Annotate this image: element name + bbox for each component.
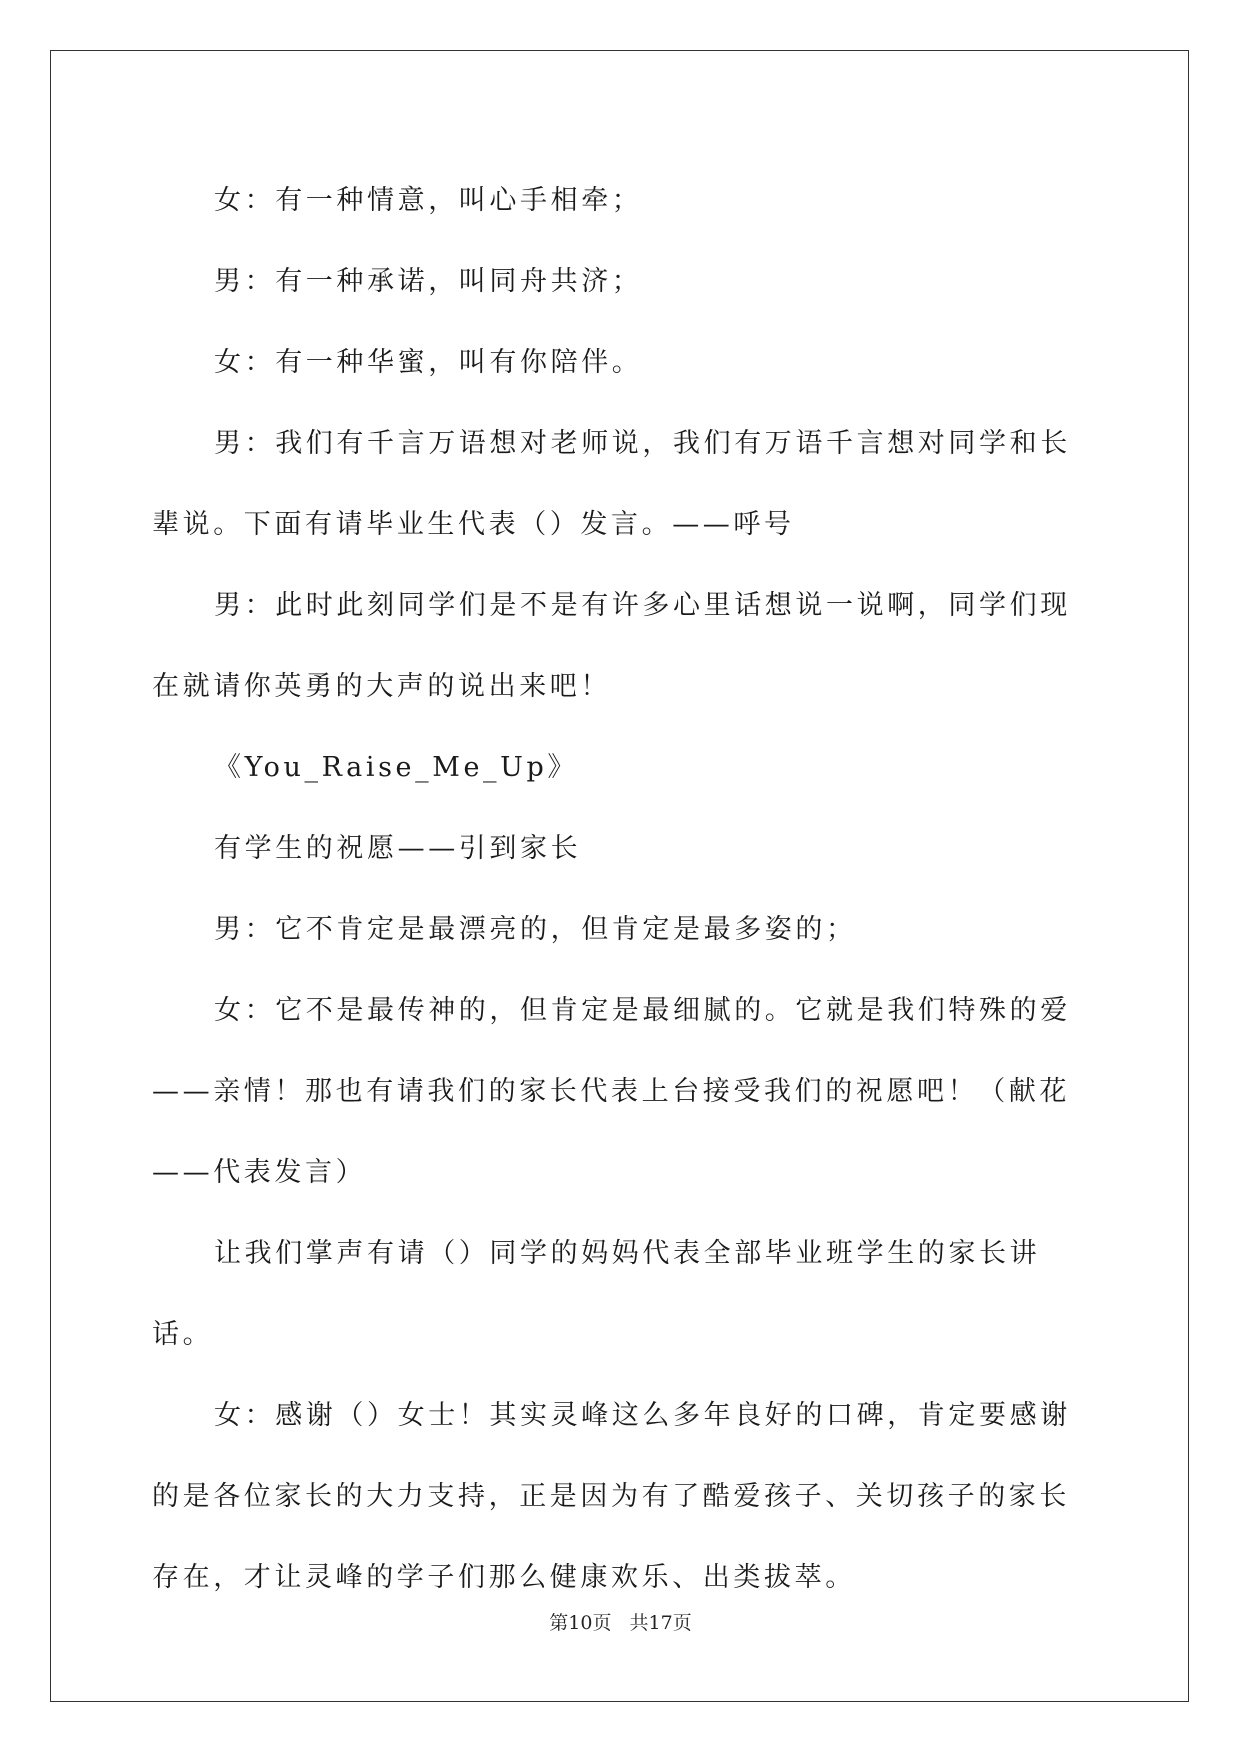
document-body [152, 160, 1092, 1618]
paragraph: 女：它不是最传神的，但肯定是最细腻的。它就是我们特殊的爱——亲情！那也有请我们的家长代表上台接受我们的祝愿吧！（献花——代表发言） [152, 995, 1071, 1188]
paragraph: 《You_Raise_Me_Up》 [214, 752, 579, 783]
page-number: 第10页 [549, 1612, 612, 1634]
paragraph: 有学生的祝愿——引到家长 [214, 833, 582, 864]
page-total: 共17页 [629, 1612, 692, 1634]
paragraph: 男：我们有千言万语想对老师说，我们有万语千言想对同学和长辈说。下面有请毕业生代表（）发言。——呼号 [152, 428, 1071, 540]
paragraph: 让我们掌声有请（）同学的妈妈代表全部毕业班学生的家长讲话。 [152, 1238, 1041, 1350]
paragraph: 男：有一种承诺，叫同舟共济； [214, 266, 643, 297]
paragraph: 女：有一种华蜜，叫有你陪伴。 [214, 347, 643, 378]
paragraph: 女：感谢（）女士！其实灵峰这么多年良好的口碑，肯定要感谢的是各位家长的大力支持，正是因为有了酷爱孩子、关切孩子的家长存在，才让灵峰的学子们那么健康欢乐、出类拔萃。 [152, 1400, 1071, 1593]
paragraph: 男：此时此刻同学们是不是有许多心里话想说一说啊，同学们现在就请你英勇的大声的说出来吧！ [152, 590, 1071, 702]
paragraph: 男：它不肯定是最漂亮的，但肯定是最多姿的； [214, 914, 857, 945]
page-footer [0, 1608, 1241, 1635]
paragraph: 女：有一种情意，叫心手相牵； [214, 185, 643, 216]
